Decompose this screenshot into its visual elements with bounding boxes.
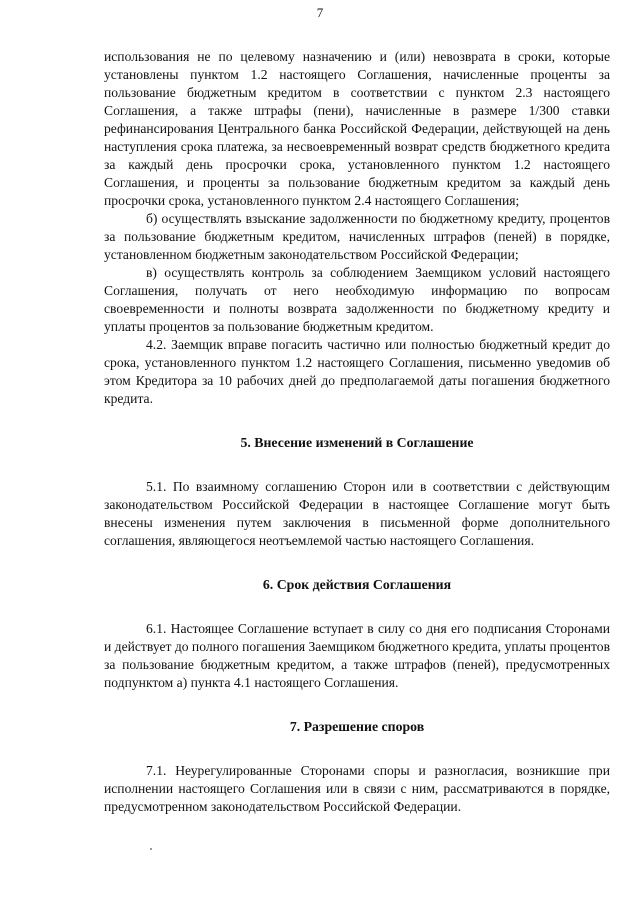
paragraph-5-1: 5.1. По взаимному соглашению Сторон или в соответствии с действующим законодательством Российской Федерации в настоящее Соглашение могут быть внесены изменения путем заключения в письменной форме дополнительного соглашения, являющегося неотъемлемой частью настоящего Соглашения. [104, 479, 610, 548]
document-body [104, 48, 610, 816]
scan-artifact-mark [150, 848, 152, 850]
paragraph-item-v: в) осуществлять контроль за соблюдением Заемщиком условий настоящего Соглашения, получать от него необходимую информацию по вопросам своевременности и полноты возврата задолженности по бюджетному кредиту и уплаты процентов за пользование бюджетным кредитом. [104, 265, 610, 334]
section-heading-disputes: 7. Разрешение споров [289, 719, 425, 734]
paragraph-6-1: 6.1. Настоящее Соглашение вступает в силу со дня его подписания Сторонами и действует до полного погашения Заемщиком бюджетного кредита, уплаты процентов за пользование бюджетным кредитом, а также штрафов (пеней), предусмотренных подпунктом а) пункта 4.1 настоящего Соглашения. [104, 621, 610, 690]
paragraph-continuation: использования не по целевому назначению и (или) невозврата в сроки, которые установлены пунктом 1.2 настоящего Соглашения, начисленные проценты за пользование бюджетным кредитом в соответствии с пунктом 2.3 настоящего Соглашения, а также штрафы (пени), начисленные в размере 1/300 ставки рефинансирования Центрального банка Российской Федерации, действующей на день наступления срока платежа, за несвоевременный возврат средств бюджетного кредита за каждый день просрочки срока, установленного пунктом 1.2 настоящего Соглашения, и проценты за пользование бюджетным кредитом за каждый день просрочки срока, установленного пунктом 2.4 настоящего Соглашения; [104, 49, 610, 208]
section-heading-amendments: 5. Внесение изменений в Соглашение [240, 435, 474, 450]
paragraph-4-2: 4.2. Заемщик вправе погасить частично или полностью бюджетный кредит до срока, установленного пунктом 1.2 настоящего Соглашения, письменно уведомив об этом Кредитора за 10 рабочих дней до предполагаемой даты погашения бюджетного кредита. [104, 337, 610, 406]
section-heading-term: 6. Срок действия Соглашения [262, 577, 452, 592]
page-number: 7 [316, 5, 324, 20]
paragraph-item-b: б) осуществлять взыскание задолженности по бюджетному кредиту, процентов за пользование бюджетным кредитом, начисленных штрафов (пеней) в порядке, установленном бюджетным законодательством Российской Федерации; [104, 211, 610, 262]
paragraph-7-1: 7.1. Неурегулированные Сторонами споры и разногласия, возникшие при исполнении настоящего Соглашения или в связи с ним, рассматриваются в порядке, предусмотренном законодательством Российской Федерации. [104, 763, 610, 814]
